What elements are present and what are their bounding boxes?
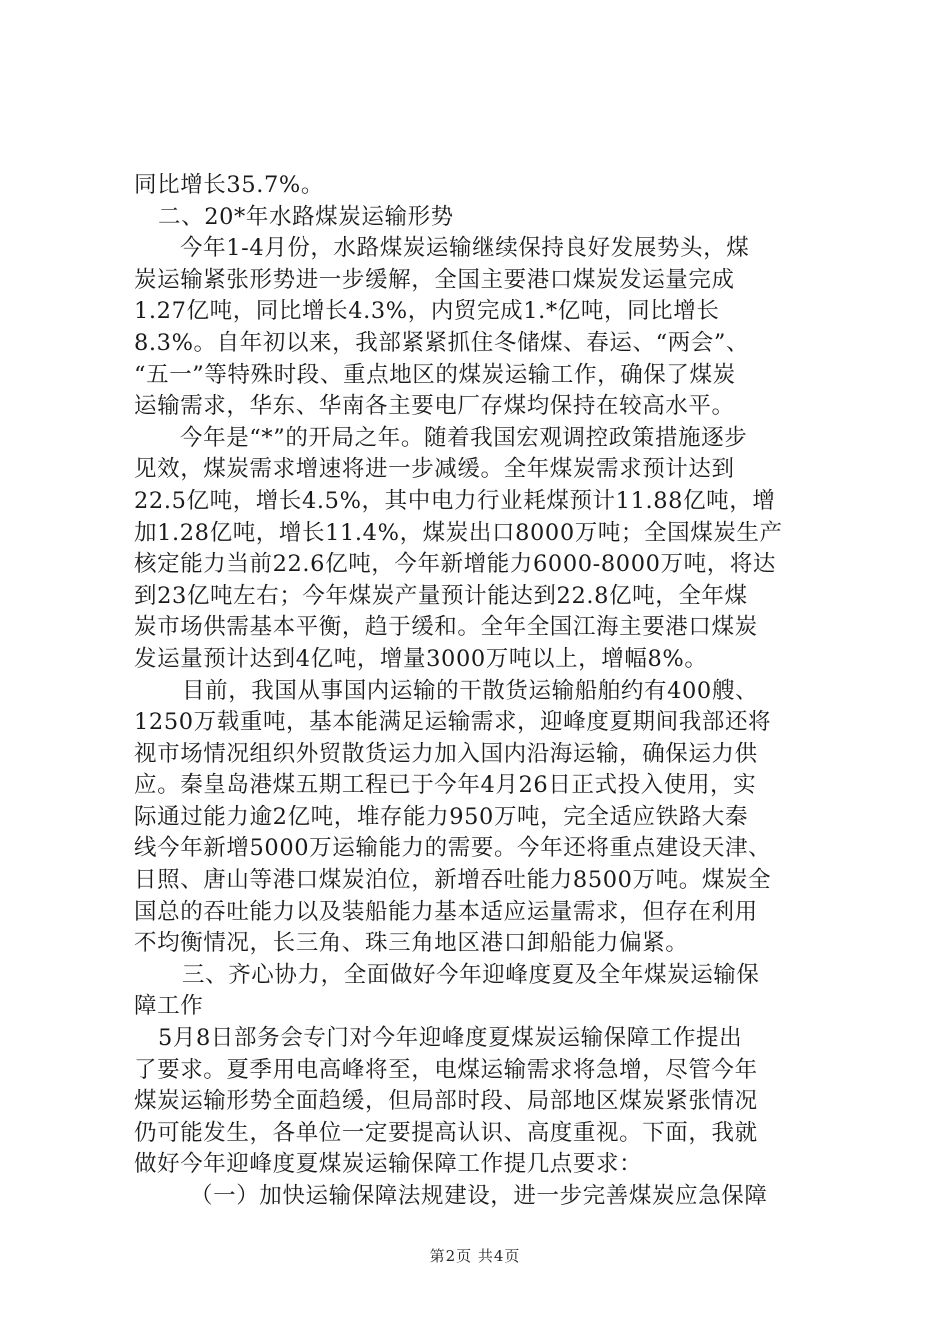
text-line: 不均衡情况，长三角、珠三角地区港口卸船能力偏紧。 [134,930,689,957]
document-body [134,170,834,1213]
paragraph-start: 目前，我国从事国内运输的干散货运输船舶约有400艘、 [182,677,759,704]
paragraph-start: 今年是“*”的开局之年。随着我国宏观调控政策措施逐步 [180,424,748,451]
text-line: 1.27亿吨，同比增长4.3%，内贸完成1.*亿吨，同比增长 [134,298,720,325]
text-line: 国总的吞吐能力以及装船能力基本适应运量需求，但存在利用 [134,898,758,925]
paragraph-start: 5月8日部务会专门对今年迎峰度夏煤炭运输保障工作提出 [158,1025,743,1052]
text-line: 做好今年迎峰度夏煤炭运输保障工作提几点要求： [134,1151,643,1178]
page-number-footer: 第2页 共4页 [429,1247,521,1265]
section-heading: 三、齐心协力，全面做好今年迎峰度夏及全年煤炭运输保 [182,961,760,988]
text-line: 线今年新增5000万运输能力的需要。今年还将重点建设天津、 [134,835,772,862]
text-line: 22.5亿吨，增长4.5%，其中电力行业耗煤预计11.88亿吨，增 [134,487,776,514]
text-line: 到23亿吨左右；今年煤炭产量预计能达到22.8亿吨，全年煤 [134,582,748,609]
text-line: 际通过能力逾2亿吨，堆存能力950万吨，完全适应铁路大秦 [134,803,749,830]
text-line: 应。秦皇岛港煤五期工程已于今年4月26日正式投入使用，实 [134,772,757,799]
text-line: 炭运输紧张形势进一步缓解，全国主要港口煤炭发运量完成 [134,266,735,293]
text-line: 视市场情况组织外贸散货运力加入国内沿海运输，确保运力供 [134,740,758,767]
text-line: 炭市场供需基本平衡，趋于缓和。全年全国江海主要港口煤炭 [134,614,758,641]
text-line: 发运量预计达到4亿吨，增量3000万吨以上，增幅8%。 [134,645,708,672]
text-line: 日照、唐山等港口煤炭泊位，新增吞吐能力8500万吨。煤炭全 [134,867,772,894]
text-line: 1250万载重吨，基本能满足运输需求，迎峰度夏期间我部还将 [134,709,772,736]
text-line: 仍可能发生，各单位一定要提高认识、高度重视。下面，我就 [134,1119,758,1146]
text-line: 核定能力当前22.6亿吨，今年新增能力6000-8000万吨，将达 [134,551,777,578]
subsection-heading: （一）加快运输保障法规建设，进一步完善煤炭应急保障 [190,1183,768,1209]
text-line: 见效，煤炭需求增速将进一步减缓。全年煤炭需求预计达到 [134,456,735,483]
text-line: 同比增长35.7%。 [134,172,324,198]
section-heading: 二、20*年水路煤炭运输形势 [158,203,454,230]
text-line: 煤炭运输形势全面趋缓，但局部时段、局部地区煤炭紧张情况 [134,1088,758,1115]
text-line: 运输需求，华东、华南各主要电厂存煤均保持在较高水平。 [134,393,735,420]
text-line: 8.3%。自年初以来，我部紧紧抓住冬储煤、春运、“两会”、 [134,329,750,356]
paragraph-start: 今年1-4月份，水路煤炭运输继续保持良好发展势头，煤 [180,235,750,262]
text-line: 加1.28亿吨，增长11.4%，煤炭出口8000万吨；全国煤炭生产 [134,519,783,546]
text-line: 障工作 [134,993,204,1020]
text-line: 了要求。夏季用电高峰将至，电煤运输需求将急增，尽管今年 [134,1056,758,1083]
text-line: “五一”等特殊时段、重点地区的煤炭运输工作，确保了煤炭 [134,361,736,388]
